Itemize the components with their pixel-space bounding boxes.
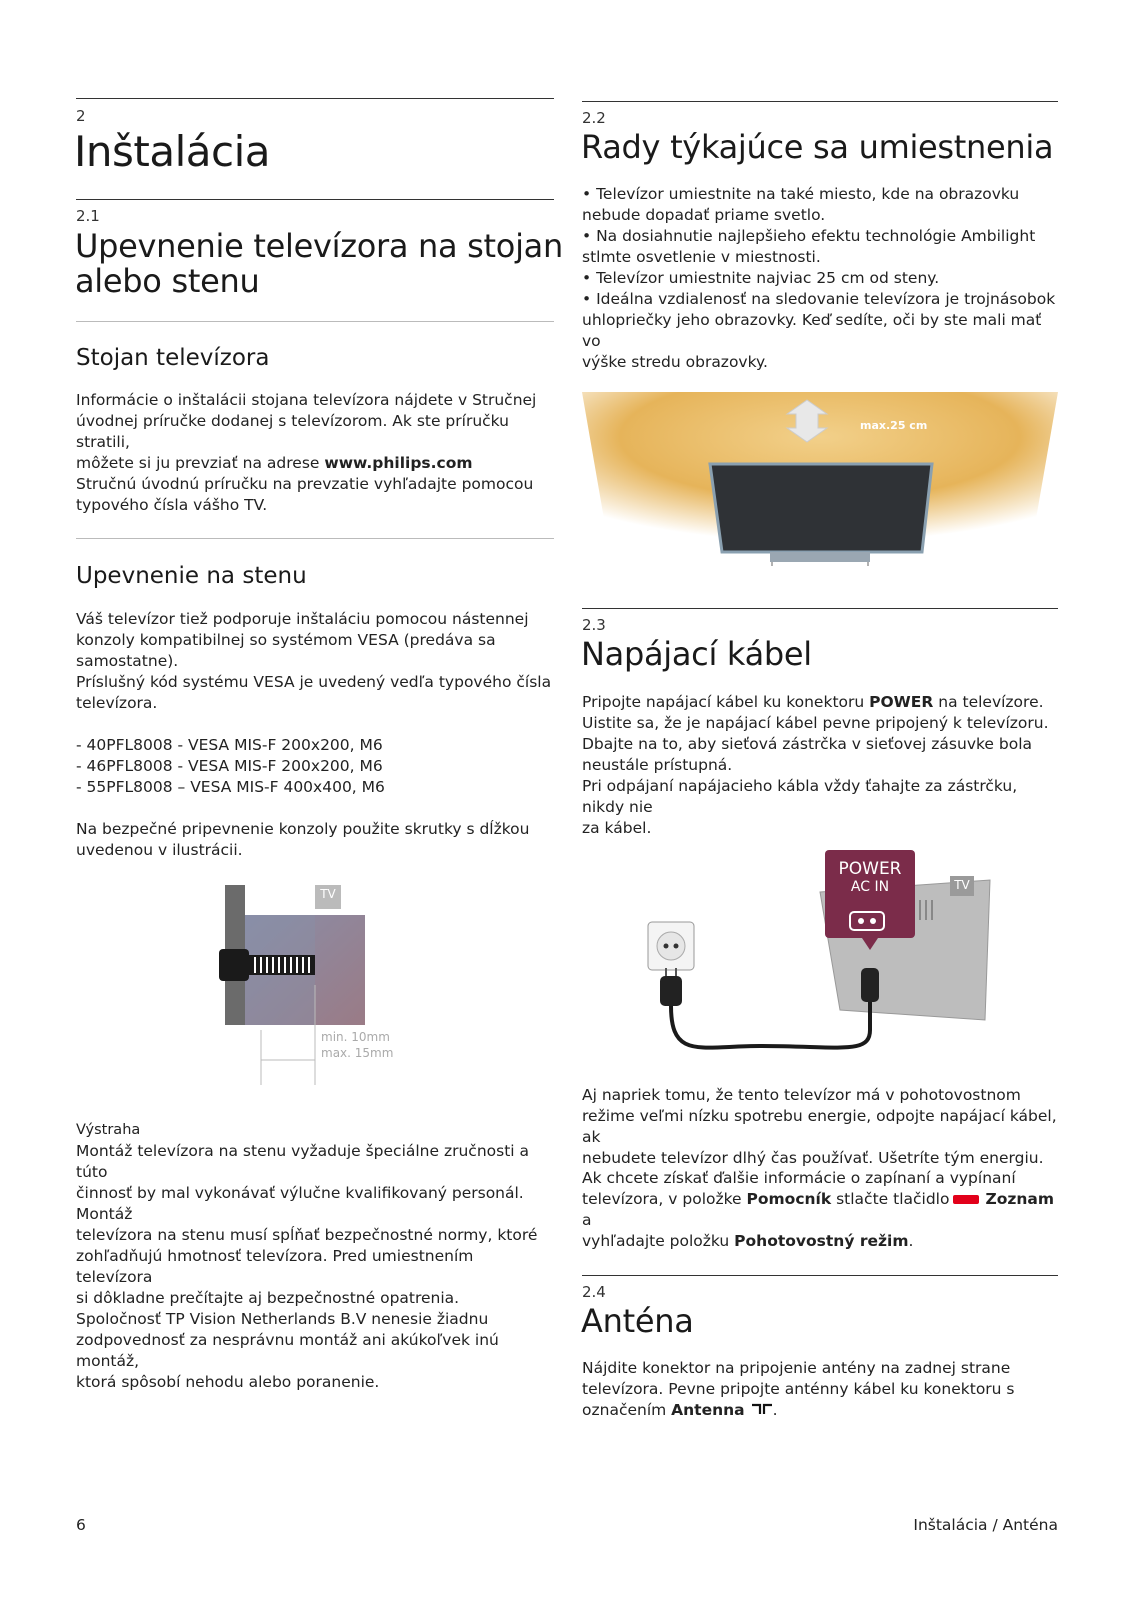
standby-text: Aj napriek tomu, že tento televízor má v pohotovostnom režime veľmi nízku spotrebu energie, odpojte napájací kábel, ak nebudete televízor dlhý čas používať. Ušetríte tým energiu.	[582, 1086, 1057, 1167]
chapter-rule	[76, 98, 554, 99]
list-keyword: Zoznam	[985, 1190, 1055, 1208]
model-line: - 46PFL8008 - VESA MIS-F 200x200, M6	[76, 757, 383, 775]
red-button-icon	[953, 1195, 979, 1204]
help-info-text: Ak chcete získať ďalšie informácie o zapínaní a vypínaní televízora, v položke Pomocník stlačte tlačidlo Zoznam a vyhľadajte položku Pohotovostný režim.	[582, 1169, 1055, 1250]
section-number: 2.2	[582, 109, 606, 127]
help-keyword: Pomocník	[746, 1190, 832, 1208]
section-rule	[582, 1275, 1058, 1276]
tv-label: TV	[320, 887, 336, 901]
section-number: 2.3	[582, 616, 606, 634]
max-length-label: max. 15mm	[321, 1046, 394, 1060]
subheading-wall: Upevnenie na stenu	[76, 563, 307, 589]
section-title: Napájací kábel	[581, 635, 812, 673]
min-length-label: min. 10mm	[321, 1030, 390, 1044]
stand-text: Informácie o inštalácii stojana televízora nájdete v Stručnej úvodnej príručke dodanej s televízorom. Ak ste príručku stratili, môžete si ju prevziať na adrese www.philips.com Stručnú úvodnú príručku na prevzatie vyhľadajte pomocou typového čísla vášho TV.	[76, 391, 537, 514]
subheading-stand: Stojan televízora	[76, 345, 270, 371]
chapter-title: Inštalácia	[74, 127, 270, 176]
section-title-line1: Upevnenie televízora na stojan	[75, 227, 563, 265]
philips-link[interactable]: www.philips.com	[324, 454, 473, 472]
section-rule	[76, 199, 554, 200]
model-line: - 55PFL8008 – VESA MIS-F 400x400, M6	[76, 778, 385, 796]
tv-label: TV	[954, 878, 970, 892]
antenna-text: Nájdite konektor na pripojenie antény na zadnej strane televízora. Pevne pripojte anténny kábel ku konektoru s označením Antenna .	[582, 1359, 1015, 1419]
standby-keyword: Pohotovostný režim	[734, 1232, 909, 1250]
subsection-rule	[76, 321, 554, 322]
section-title-line2: alebo stenu	[75, 262, 260, 300]
antenna-keyword: Antenna	[671, 1401, 745, 1419]
chapter-number: 2	[76, 107, 86, 125]
placement-illustration	[582, 392, 1058, 572]
section-title: Rady týkajúce sa umiestnenia	[581, 128, 1054, 166]
wall-text: Váš televízor tiež podporuje inštaláciu pomocou nástennej konzoly kompatibilnej so systémom VESA (predáva sa samostatne). Príslušný kód systému VESA je uvedený vedľa typového čísla televízora. - 40PFL8008 - VESA MIS-F 200x200, M6 - 46PFL8008 - VESA MIS-F 200x200, M6 - 55PFL8008 – VESA MIS-F 400x400, M6 Na bezpečné pripevnenie konzoly použite skrutky s dĺžkou uvedenou v ilustrácii.	[76, 609, 554, 861]
section-title: Anténa	[581, 1302, 694, 1340]
power-keyword: POWER	[869, 693, 934, 711]
subsection-rule	[76, 538, 554, 539]
section-number: 2.1	[76, 207, 100, 225]
section-number: 2.4	[582, 1283, 606, 1301]
model-line: - 40PFL8008 - VESA MIS-F 200x200, M6	[76, 736, 383, 754]
power-text: Pripojte napájací kábel ku konektoru POWER na televízore. Uistite sa, že je napájací kábel pevne pripojený k televízoru. Dbajte na to, aby sieťová zástrčka v sieťovej zásuvke bola neustále prístupná. Pri odpájaní napájacieho kábla vždy ťahajte za zástrčku, nikdy nie za kábel.	[582, 693, 1049, 837]
placement-text: • Televízor umiestnite na také miesto, kde na obrazovku nebude dopadať priame svetlo. • Na dosiahnutie najlepšieho efektu technológie Ambilight stlmte osvetlenie v miestnosti. • Televízor umiestnite najviac 25 cm od steny. • Ideálna vzdialenosť na sledovanie televízora je trojnásobok uhlopriečky jeho obrazovky. Keď sedíte, oči by ste mali mať vo výške stredu obrazovky.	[582, 185, 1056, 371]
warning-block: Výstraha Montáž televízora na stenu vyžaduje špeciálne zručnosti a túto činnosť by mal vykonávať výlučne kvalifikovaný personál. Montáž televízora na stenu musí spĺňať bezpečnostné normy, ktoré zohľadňujú hmotnosť televízora. Pred umiestnením televízora si dôkladne prečítajte aj bezpečnostné opatrenia. Spoločnosť TP Vision Netherlands B.V nenesie žiadnu zodpovednosť za nesprávnu montáž ani akúkoľvek inú montáž, ktorá spôsobí nehodu alebo poranenie.	[76, 1120, 554, 1393]
footer-section: Inštalácia / Anténa	[913, 1516, 1058, 1534]
power-cable-illustration	[640, 850, 1000, 1060]
page-number: 6	[76, 1516, 86, 1534]
ac-in-label: AC IN	[850, 879, 890, 895]
power-label: POWER	[838, 859, 902, 879]
section-rule	[582, 608, 1058, 609]
warning-title: Výstraha	[76, 1122, 141, 1138]
section-rule	[582, 101, 1058, 102]
max-distance-label: max.25 cm	[860, 419, 928, 432]
wall-screw-illustration	[215, 885, 415, 1085]
antenna-icon	[751, 1400, 773, 1421]
